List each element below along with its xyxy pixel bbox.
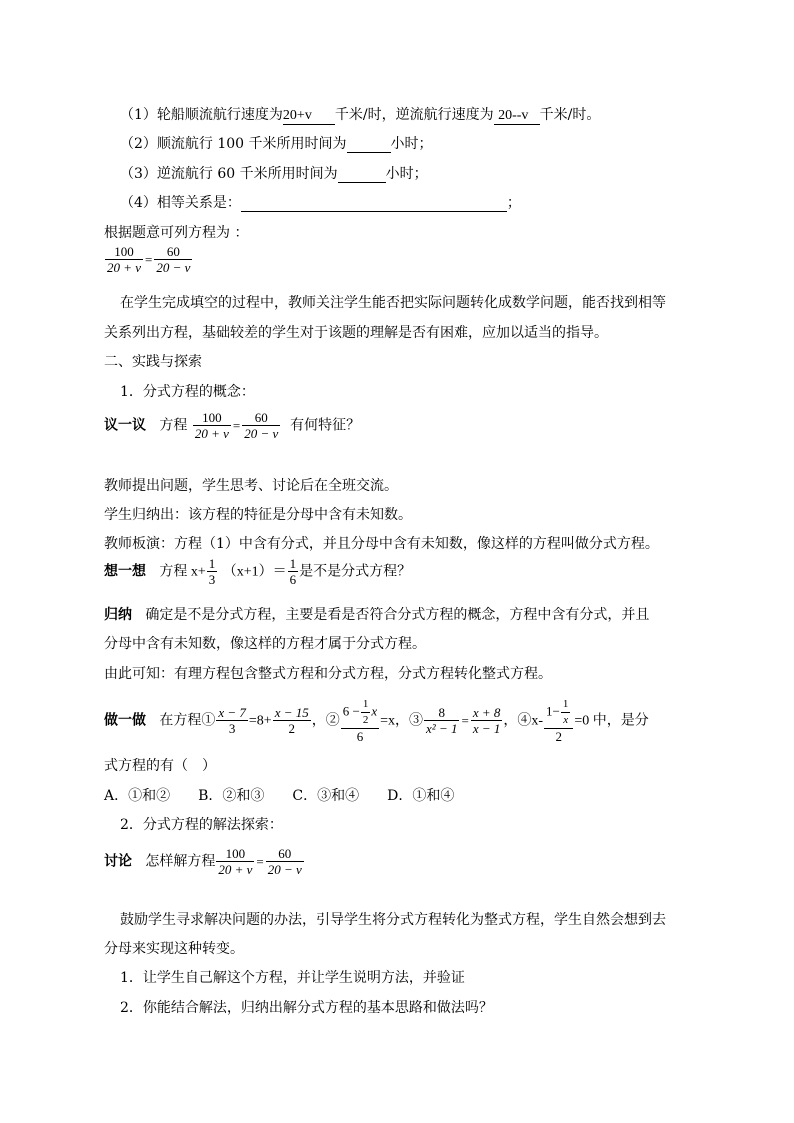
label-taolun: 讨论 [104,853,132,870]
denominator: 2 [288,721,295,736]
answer-blank [338,166,386,183]
question-text: 逆流航行 60 千米所用时间为 [156,166,338,182]
fraction [544,697,573,744]
paragraph-line: 鼓励学生寻求解决问题的办法，引导学生将分式方程转化为整式方程，学生自然会想到去 [120,912,666,928]
denominator: x² − 1 [426,721,458,736]
step-line: 2．你能结合解法，归纳出解分式方程的基本思路和做法吗？ [120,1000,493,1016]
label-xiangyixiang: 想一想 [104,563,146,580]
question-number: （3） [120,166,157,182]
text: 有何特征？ [290,417,361,434]
fraction [266,846,304,877]
fraction [216,705,248,736]
fraction [193,410,231,441]
fraction [341,697,379,744]
text: 确定是不是分式方程，主要是看是否符合分式方程的概念，方程中含有分式，并且 [145,607,650,623]
fraction [471,705,503,736]
equals-sign: = [461,712,469,728]
text: 在方程① [159,712,216,729]
equation-intro: 根据题意可列方程为 ： [104,225,249,241]
paragraph-line: 学生归纳出：该方程的特征是分母中含有未知数。 [104,507,412,523]
denominator: 20 − v [244,426,279,441]
text: ，④x- [503,713,544,729]
exercise-line: 式方程的有（ ） [104,758,216,774]
paragraph-line: 分母来实现这种转变。 [104,941,244,957]
equals-sign: = [256,853,264,869]
label-yiyi: 议一议 [104,417,146,434]
numerator: 100 [193,410,231,426]
denominator: 6 [289,572,297,587]
discussion-xiangyixiang [104,556,411,587]
answer-blank-1 [283,107,335,125]
numerator: 8 [424,705,459,721]
paragraph-line: 教师提出问题，学生思考、讨论后在全班交流。 [104,478,398,494]
subsection-heading: 1．分式方程的概念： [120,384,255,400]
equals-sign: = [145,251,153,267]
denominator: 3 [228,721,236,736]
denominator: 20 − v [267,862,302,877]
question-text: 千米/时。 [539,107,601,123]
answer-blank [241,195,507,212]
question-text: ； [506,195,521,211]
numerator: 100 [216,846,254,862]
question-number: （4） [120,195,157,211]
denominator: 20 − v [156,260,191,275]
label-guina: 归纳 [104,607,132,623]
question-text: 顺流航行 100 千米所用时间为 [156,136,347,152]
fraction [288,556,299,587]
question-text: 小时； [390,136,433,152]
question-1 [120,105,600,125]
fraction [105,244,143,275]
text: =0 中，是分 [574,713,649,729]
paragraph-line: 关系列出方程，基础较差的学生对于该题的理解是否有困难，应加以适当的指导。 [104,325,608,341]
fraction [561,697,571,728]
fraction [154,244,192,275]
question-number: （1） [120,107,157,123]
question-2 [120,134,433,154]
fraction [207,556,218,587]
fraction [242,410,280,441]
denominator: 3 [208,572,216,587]
text: 是不是分式方程？ [299,563,412,580]
question-text: 千米/时，逆流航行速度为 [334,107,494,123]
paragraph-line: 在学生完成填空的过程中，教师关注学生能否把实际问题转化成数学问题，能否找到相等 [120,295,666,311]
numerator: 1 [561,697,571,713]
question-4 [120,193,521,213]
label-zuoyizuo: 做一做 [104,712,146,729]
section-heading: 二、实践与探索 [104,354,202,370]
text: x [371,703,378,719]
discussion-yiyi [104,410,360,441]
text: 1− [546,703,560,719]
numerator: x + 8 [472,705,501,720]
question-text: 轮船顺流航行速度为 [156,107,283,123]
summary-line: 分母中含有未知数，像这样的方程才属于分式方程。 [104,636,426,652]
fraction [216,846,254,877]
numerator: 60 [154,244,192,260]
denominator: 20 + v [194,426,229,441]
paragraph-line: 教师板演：方程（1）中含有分式，并且分母中含有未知数，像这样的方程叫做分式方程。 [104,536,659,552]
equals-sign: = [232,417,241,433]
denominator: x − 1 [472,721,501,736]
numerator: 60 [266,846,304,862]
numerator [544,697,573,729]
summary-line [104,605,649,625]
equation-display [104,244,193,275]
answer-blank [347,136,391,153]
text: （x+1）＝ [222,564,287,580]
step-line: 1．让学生自己解这个方程，并让学生说明方法，并验证 [120,970,465,986]
numerator [341,697,379,729]
question-number: （2） [120,136,157,152]
text: 方程 x+ [159,564,206,580]
answer-blank-2 [494,107,540,125]
paragraph-line: 由此可知：有理方程包含整式方程和分式方程，分式方程转化整式方程。 [104,666,552,682]
numerator: 1 [289,556,297,571]
fraction [273,705,311,736]
subsection-heading: 2．分式方程的解法探索： [120,817,283,833]
question-text: 小时； [385,166,428,182]
numerator: 60 [242,410,280,426]
denominator: 6 [356,729,364,744]
denominator: 20 + v [107,260,142,275]
discussion-taolun [104,846,305,877]
question-3 [120,164,428,184]
text: 方程 [159,417,188,434]
numerator: x − 7 [218,705,246,720]
denominator: 2 [555,729,562,744]
text: =8+ [248,713,272,729]
denominator: 20 + v [218,862,253,877]
text: ，② [311,712,340,729]
answer-text: 20+v [282,108,312,123]
text: 6 − [342,703,360,719]
text: 怎样解方程 [145,853,216,870]
answer-text: 20--v [498,108,529,123]
answer-options: A．①和② B．②和③ C．③和④ D．①和④ [104,788,455,804]
exercise-zuoyizuo [104,697,649,744]
denominator: x [563,714,569,726]
text: =x，③ [380,713,424,729]
numerator: 1 [208,556,216,571]
numerator: 1 [361,697,371,713]
question-text: 相等关系是： [156,195,241,211]
denominator: 2 [362,714,369,726]
fraction [424,705,459,736]
fraction [361,697,371,728]
numerator: x − 15 [274,705,309,720]
numerator: 100 [105,244,143,260]
